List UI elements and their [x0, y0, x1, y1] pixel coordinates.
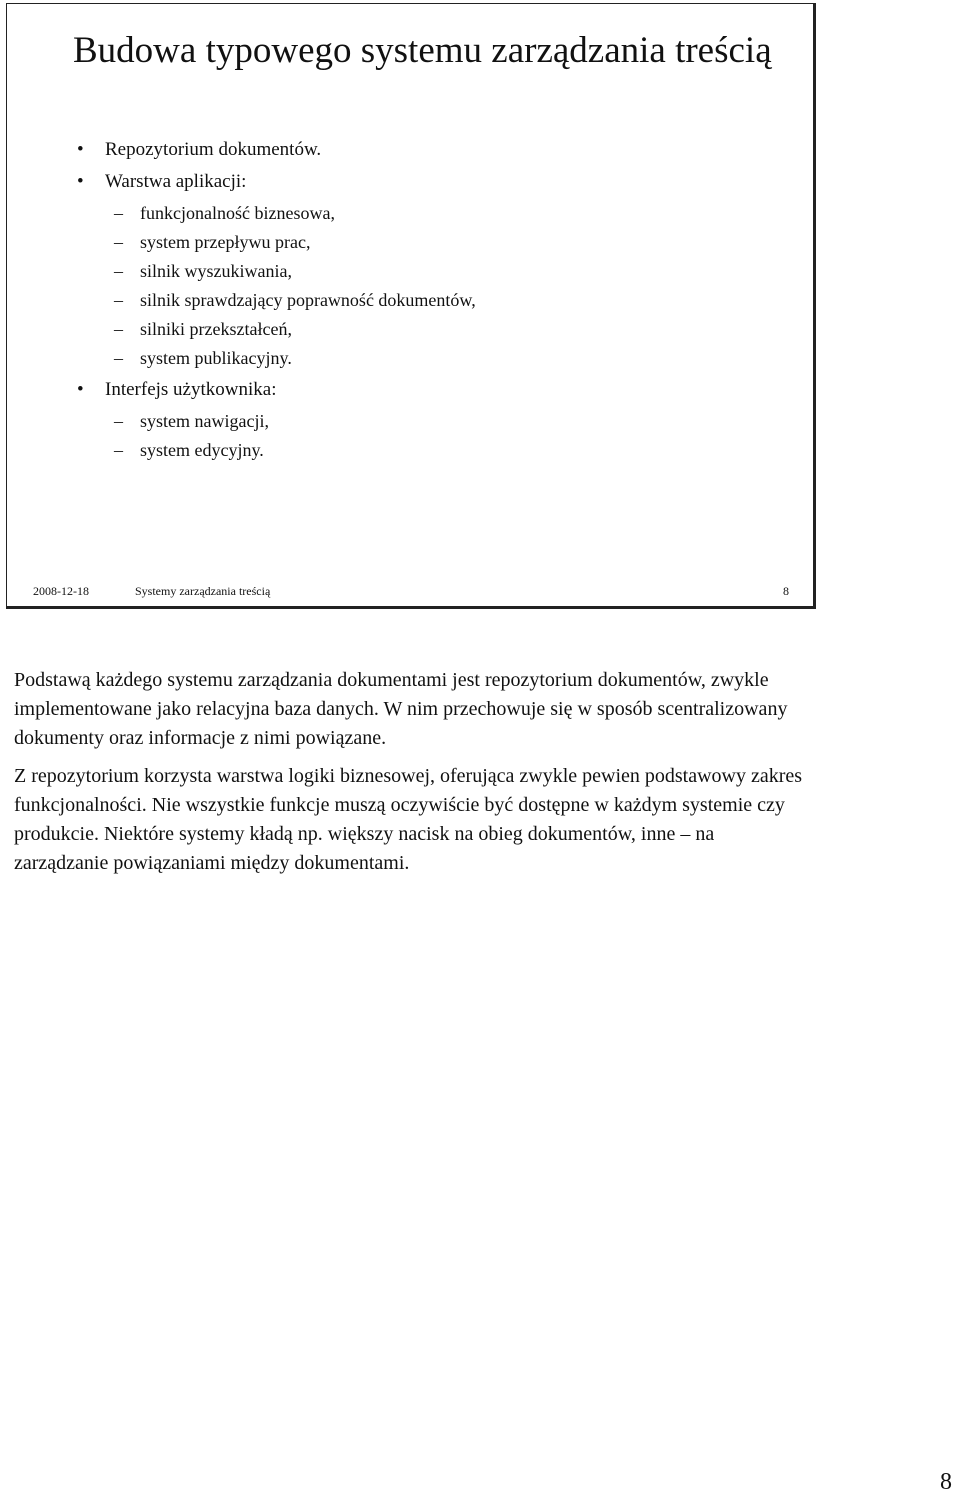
bullet-item	[77, 378, 277, 402]
slide-footer-course: Systemy zarządzania treścią	[135, 584, 271, 598]
page-number: 8	[940, 1469, 952, 1495]
bullet-dot-icon: •	[77, 139, 84, 160]
bullet-dot-icon: •	[77, 171, 84, 192]
notes-paragraph: Z repozytorium korzysta warstwa logiki biznesowej, oferująca zwykle pewien podstawowy zakres funkcjonalności. Nie wszystkie funkcje muszą oczywiście być dostępne w każdym systemie czy produkcie. Niektóre systemy kładą np. większy nacisk na obieg dokumentów, inne – na zarządzanie powiązaniami między dokumentami.	[14, 765, 803, 874]
dash-icon: –	[114, 319, 123, 339]
sub-bullet-text: system nawigacji,	[140, 411, 269, 431]
dash-icon: –	[114, 261, 123, 281]
notes-paragraph: Podstawą każdego systemu zarządzania dokumentami jest repozytorium dokumentów, zwykle implementowane jako relacyjna baza danych. W nim przechowuje się w sposób scentralizowany dokumenty oraz informacje z nimi powiązane.	[14, 669, 788, 749]
sub-bullet-text: system przepływu prac,	[140, 232, 311, 252]
sub-bullet-item	[114, 259, 292, 283]
dash-icon: –	[114, 290, 123, 310]
sub-bullet-text: funkcjonalność biznesowa,	[140, 203, 335, 223]
bullet-text: Warstwa aplikacji:	[105, 171, 247, 192]
dash-icon: –	[114, 348, 123, 368]
slide-footer-number: 8	[783, 584, 789, 598]
bullet-item	[77, 170, 247, 194]
bullet-text: Repozytorium dokumentów.	[105, 139, 322, 160]
slide	[6, 3, 816, 609]
sub-bullet-text: system edycyjny.	[140, 440, 264, 460]
sub-bullet-text: silnik wyszukiwania,	[140, 261, 292, 281]
sub-bullet-item	[114, 317, 292, 341]
slide-footer-date: 2008-12-18	[33, 584, 89, 598]
dash-icon: –	[114, 411, 123, 431]
bullet-text: Interfejs użytkownika:	[105, 379, 277, 400]
sub-bullet-item	[114, 346, 292, 370]
sub-bullet-text: silniki przekształceń,	[140, 319, 292, 339]
bullet-dot-icon: •	[77, 379, 84, 400]
dash-icon: –	[114, 232, 123, 252]
sub-bullet-item	[114, 201, 335, 225]
sub-bullet-item	[114, 230, 311, 254]
slide-title: Budowa typowego systemu zarządzania treścią	[73, 30, 772, 71]
sub-bullet-item	[114, 288, 476, 312]
sub-bullet-text: system publikacyjny.	[140, 348, 292, 368]
sub-bullet-item	[114, 409, 269, 433]
sub-bullet-text: silnik sprawdzający poprawność dokumentów,	[140, 290, 476, 310]
dash-icon: –	[114, 440, 123, 460]
dash-icon: –	[114, 203, 123, 223]
speaker-notes	[14, 666, 804, 887]
sub-bullet-item	[114, 438, 264, 462]
bullet-item	[77, 138, 322, 162]
